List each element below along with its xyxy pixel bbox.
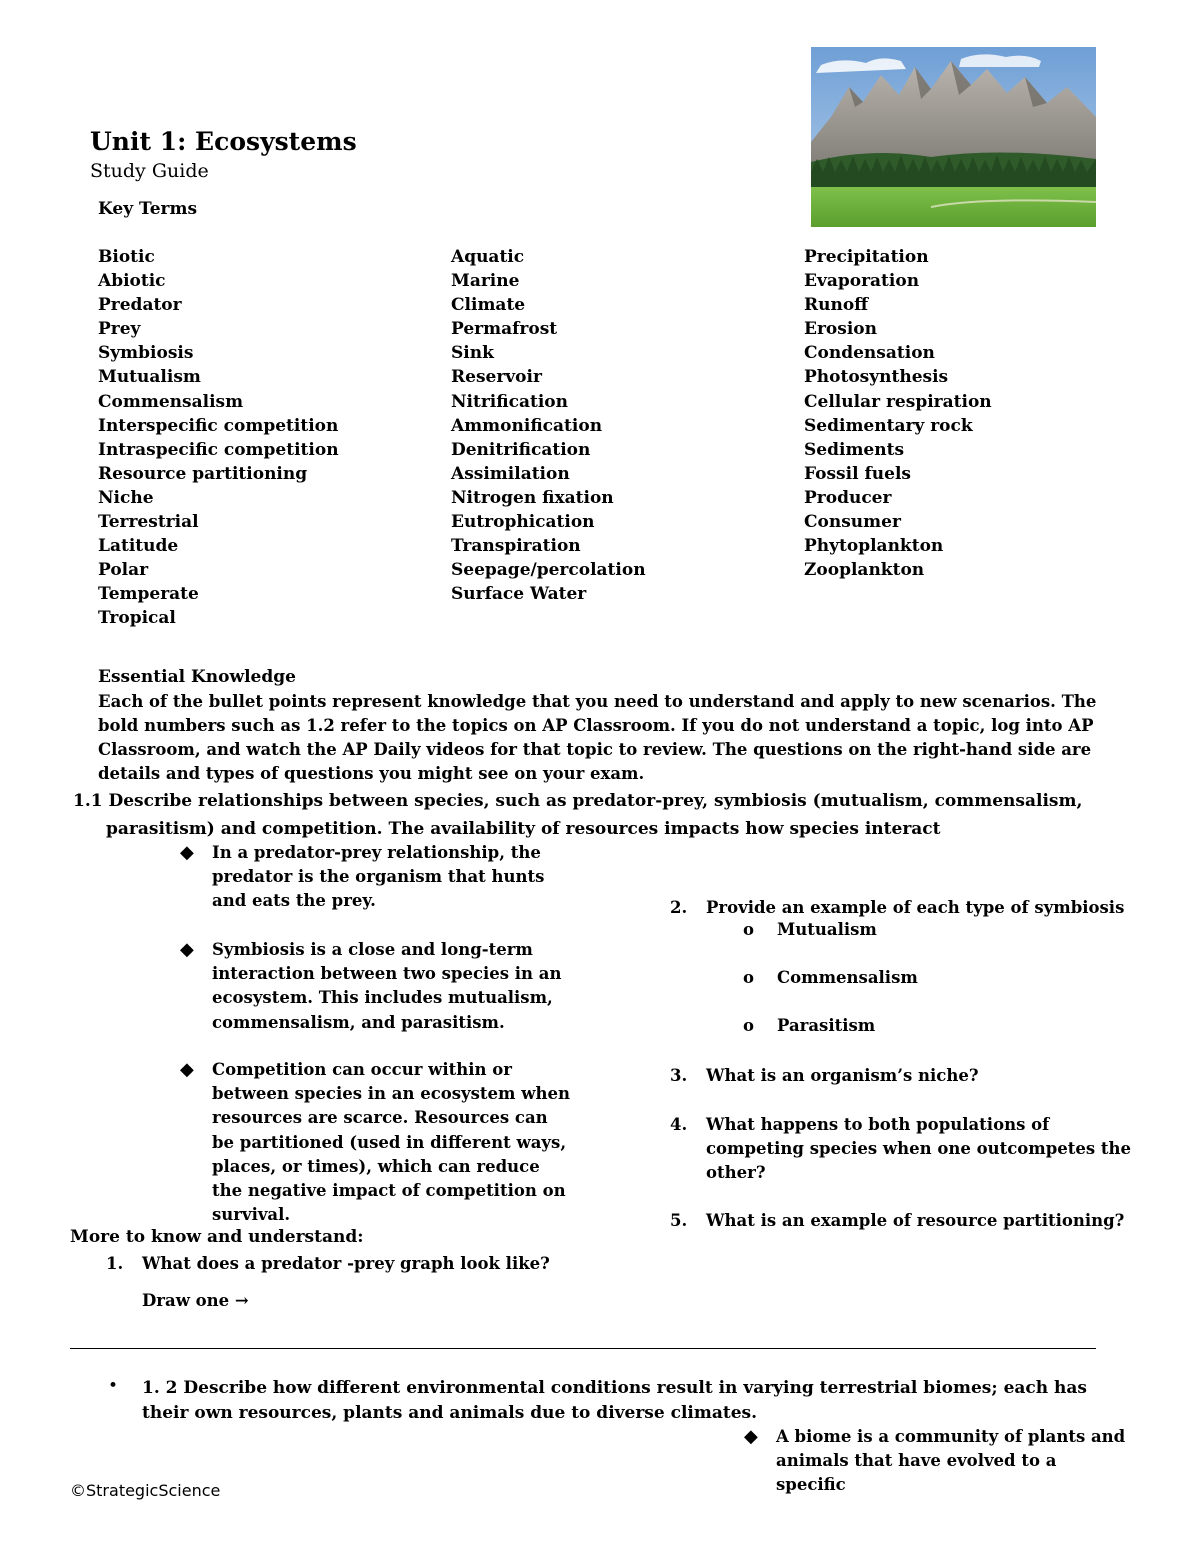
round-bullet-icon: • bbox=[108, 1376, 119, 1396]
key-term: Sedimentary rock bbox=[804, 415, 973, 436]
key-term: Tropical bbox=[98, 608, 176, 629]
key-term: Cellular respiration bbox=[804, 391, 992, 412]
key-term: Resource partitioning bbox=[98, 463, 308, 484]
key-term: Sink bbox=[451, 343, 494, 364]
question-number: 3. bbox=[670, 1066, 688, 1085]
sub-item-parasitism bbox=[743, 1016, 876, 1035]
key-term: Seepage/percolation bbox=[451, 560, 646, 581]
key-term: Reservoir bbox=[451, 367, 542, 388]
essential-knowledge-heading: Essential Knowledge bbox=[98, 667, 296, 687]
essential-knowledge-body: Each of the bullet points represent knowledge that you need to understand and apply to new scenarios. The bold numbers such as 1.2 refer to the topics on AP Classroom. If you do not understand a topic, log into AP Classroom, and watch the AP Daily videos for that topic to review. The questions on the right-hand side are details and types of questions you might see on your exam. bbox=[98, 692, 1097, 783]
key-term: Nitrogen fixation bbox=[451, 487, 614, 508]
bullet-text: In a predator-prey relationship, the predator is the organism that hunts and eats the prey. bbox=[212, 843, 545, 911]
diamond-bullet-icon: ◆ bbox=[180, 842, 194, 863]
question-number: 5. bbox=[670, 1211, 688, 1230]
key-term: Sediments bbox=[804, 439, 905, 460]
key-terms-column-1 bbox=[98, 245, 438, 631]
key-term: Commensalism bbox=[98, 391, 244, 412]
key-term: Nitrification bbox=[451, 391, 568, 412]
key-term: Aquatic bbox=[451, 247, 525, 267]
question-1 bbox=[106, 1252, 642, 1276]
copyright-footer: ©StrategicScience bbox=[70, 1481, 221, 1500]
topic-1-2-heading: 1. 2 Describe how different environmental conditions result in varying terrestrial biomes; each has their own resources, plants and animals due to diverse climates. bbox=[142, 1378, 1087, 1423]
section-divider bbox=[70, 1348, 1096, 1349]
key-term: Predator bbox=[98, 295, 182, 316]
key-term: Zooplankton bbox=[804, 560, 925, 581]
key-term: Denitrification bbox=[451, 439, 591, 460]
key-term: Polar bbox=[98, 560, 149, 581]
page-subtitle: Study Guide bbox=[90, 160, 209, 182]
bullet-predator-prey bbox=[180, 841, 572, 914]
key-term: Fossil fuels bbox=[804, 463, 911, 484]
mountain-landscape-image bbox=[811, 47, 1096, 227]
key-term: Permafrost bbox=[451, 319, 558, 340]
sub-bullet-marker: o bbox=[743, 920, 755, 939]
page-title: Unit 1: Ecosystems bbox=[90, 127, 357, 156]
topic-1-1-line-1: 1.1 Describe relationships between species, such as predator-prey, symbiosis (mutualism, commensalism, bbox=[73, 791, 1083, 811]
question-number: 2. bbox=[670, 898, 688, 917]
bullet-text: Symbiosis is a close and long-term interaction between two species in an ecosystem. This includes mutualism, commensalism, and parasitism. bbox=[212, 940, 562, 1032]
key-term: Abiotic bbox=[98, 271, 166, 292]
key-term: Evaporation bbox=[804, 271, 920, 292]
question-4 bbox=[670, 1113, 1136, 1186]
sub-item-mutualism bbox=[743, 920, 877, 939]
sub-bullet-marker: o bbox=[743, 968, 755, 987]
key-term: Symbiosis bbox=[98, 343, 194, 364]
key-term: Marine bbox=[451, 271, 520, 292]
diamond-bullet-icon: ◆ bbox=[180, 1059, 194, 1080]
key-terms-column-3 bbox=[804, 245, 1144, 582]
diamond-bullet-icon: ◆ bbox=[744, 1426, 758, 1447]
question-2 bbox=[670, 896, 1136, 920]
key-term: Niche bbox=[98, 487, 154, 508]
key-term: Surface Water bbox=[451, 584, 587, 605]
key-term: Eutrophication bbox=[451, 512, 595, 533]
key-term: Producer bbox=[804, 487, 892, 508]
question-5 bbox=[670, 1209, 1136, 1233]
question-text: Provide an example of each type of symbiosis bbox=[706, 898, 1125, 917]
key-term: Intraspecific competition bbox=[98, 439, 339, 460]
key-terms-column-2 bbox=[451, 245, 791, 606]
key-term: Mutualism bbox=[98, 367, 201, 388]
topic-1-1-heading bbox=[73, 787, 1133, 843]
sub-item-text: Mutualism bbox=[777, 920, 877, 939]
key-term: Biotic bbox=[98, 247, 155, 267]
question-text: What is an example of resource partitioning? bbox=[706, 1211, 1125, 1230]
bullet-text: A biome is a community of plants and animals that have evolved to a specific bbox=[776, 1427, 1126, 1495]
key-term: Transpiration bbox=[451, 536, 581, 557]
question-3 bbox=[670, 1064, 1136, 1088]
key-term: Runoff bbox=[804, 295, 869, 316]
draw-prompt: Draw one → bbox=[142, 1291, 249, 1310]
key-term: Consumer bbox=[804, 512, 901, 533]
bullet-biome bbox=[744, 1425, 1126, 1498]
question-text: What does a predator -prey graph look like? bbox=[142, 1254, 550, 1273]
bullet-symbiosis bbox=[180, 938, 572, 1035]
key-term: Phytoplankton bbox=[804, 536, 944, 557]
sub-bullet-marker: o bbox=[743, 1016, 755, 1035]
diamond-bullet-icon: ◆ bbox=[180, 939, 194, 960]
bullet-competition bbox=[180, 1058, 572, 1227]
key-term: Precipitation bbox=[804, 247, 929, 267]
bullet-text: Competition can occur within or between species in an ecosystem when resources are scarce. Resources can be partitioned (used in different ways, places, or times), which can reduce the negative impact of competition on survival. bbox=[212, 1060, 570, 1225]
question-number: 1. bbox=[106, 1254, 124, 1273]
key-term: Terrestrial bbox=[98, 512, 199, 533]
key-term: Photosynthesis bbox=[804, 367, 949, 388]
key-term: Climate bbox=[451, 295, 526, 316]
key-term: Erosion bbox=[804, 319, 877, 340]
key-term: Condensation bbox=[804, 343, 935, 364]
key-term: Assimilation bbox=[451, 463, 570, 484]
more-to-know-heading: More to know and understand: bbox=[70, 1227, 364, 1247]
question-text: What is an organism’s niche? bbox=[706, 1066, 979, 1085]
key-term: Ammonification bbox=[451, 415, 603, 436]
question-text: What happens to both populations of competing species when one outcompetes the other? bbox=[706, 1115, 1132, 1183]
key-term: Temperate bbox=[98, 584, 199, 605]
key-terms-heading: Key Terms bbox=[98, 199, 198, 219]
key-term: Prey bbox=[98, 319, 141, 340]
sub-item-text: Parasitism bbox=[777, 1016, 876, 1035]
key-term: Latitude bbox=[98, 536, 179, 557]
question-number: 4. bbox=[670, 1115, 688, 1134]
sub-item-commensalism bbox=[743, 968, 918, 987]
sub-item-text: Commensalism bbox=[777, 968, 918, 987]
topic-1-1-line-2: parasitism) and competition. The availability of resources impacts how species interact bbox=[106, 819, 941, 839]
key-term: Interspecific competition bbox=[98, 415, 339, 436]
